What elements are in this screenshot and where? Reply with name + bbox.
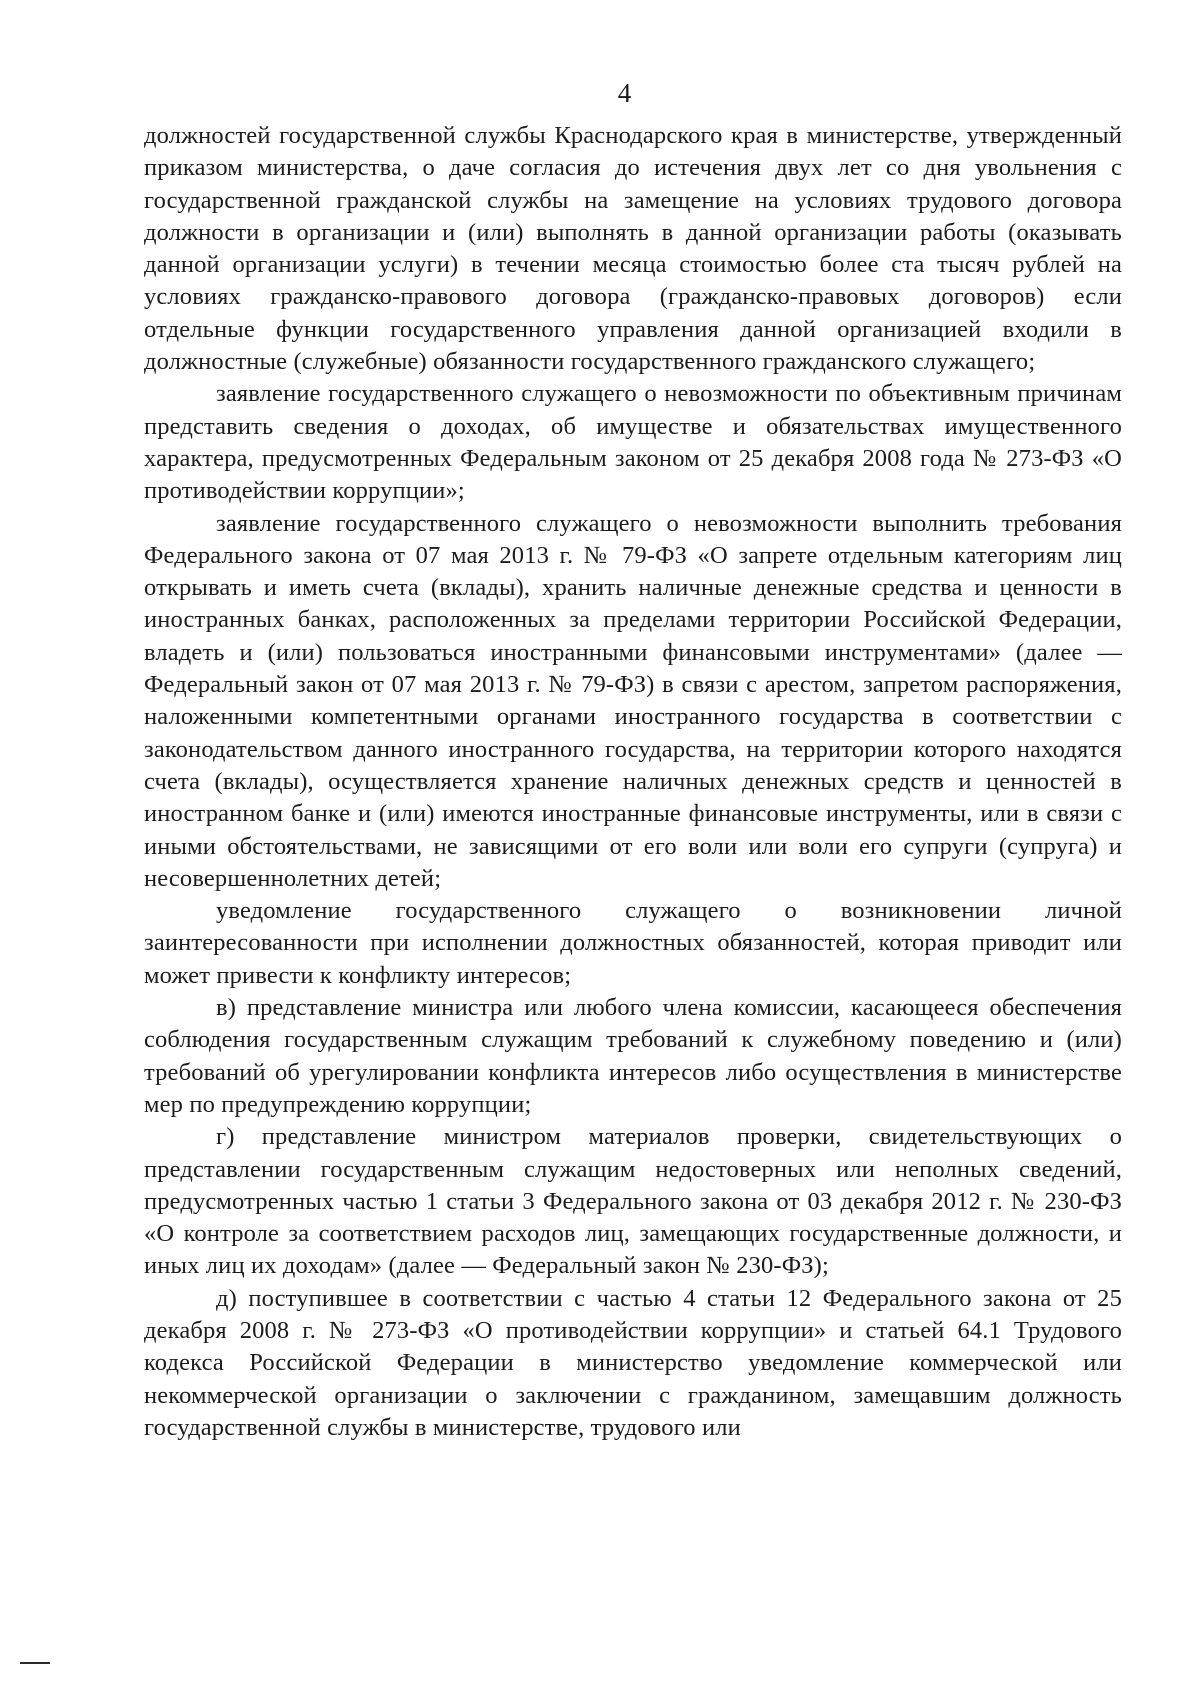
paragraph-continuation: должностей государственной службы Краснодарского края в министерстве, утвержденный приказом министерства, о даче согласия до истечения двух лет со дня увольнения с государственной гражданской службы на замещение на условиях трудового договора должности в организации и (или) выполнять в данной организации работы (оказывать данной организации услуги) в течении месяца стоимостью более ста тысяч рублей на условиях гражданско-правового договора (гражданско-правовых договоров) если отдельные функции государственного управления данной организацией входили в должностные (служебные) обязанности государственного гражданского служащего; xyxy=(144,122,1122,376)
document-body xyxy=(144,120,1122,1444)
paragraph-item-v: в) представление министра или любого члена комиссии, касающееся обеспечения соблюдения государственным служащим требований к служебному поведению и (или) требований об урегулировании конфликта интересов либо осуществления в министерстве мер по предупреждению коррупции; xyxy=(144,994,1122,1118)
paragraph-item-d: д) поступившее в соответствии с частью 4 статьи 12 Федерального закона от 25 декабря 2008 г. № 273-ФЗ «О противодействии коррупции» и статьей 64.1 Трудового кодекса Российской Федерации в министерство уведомление коммерческой или некоммерческой организации о заключении с гражданином, замещавшим должность государственной службы в министерстве, трудового или xyxy=(144,1284,1122,1441)
page-number: 4 xyxy=(617,78,632,108)
paragraph-statement-foreign-accounts: заявление государственного служащего о невозможности выполнить требования Федерального закона от 07 мая 2013 г. № 79-ФЗ «О запрете отдельным категориям лиц открывать и иметь счета (вклады), хранить наличные денежные средства и ценности в иностранных банках, расположенных за пределами территории Российской Федерации, владеть и (или) пользоваться иностранными финансовыми инструментами» (далее — Федеральный закон от 07 мая 2013 г. № 79-ФЗ) в связи с арестом, запретом распоряжения, наложенными компетентными органами иностранного государства в соответствии с законодательством данного иностранного государства, на территории которого находятся счета (вклады), осуществляется хранение наличных денежных средств и ценностей в иностранном банке и (или) имеются иностранные финансовые инструменты, или в связи с иными обстоятельствами, не зависящими от его воли или воли его супруги (супруга) и несовершеннолетних детей; xyxy=(144,509,1122,892)
paragraph-statement-reporting: заявление государственного служащего о невозможности по объективным причинам представить сведения о доходах, об имуществе и обязательствах имущественного характера, предусмотренных Федеральным законом от 25 декабря 2008 года № 273-ФЗ «О противодействии коррупции»; xyxy=(144,380,1122,505)
margin-dash-mark xyxy=(20,1662,50,1664)
paragraph-item-g: г) представление министром материалов проверки, свидетельствующих о представлении государственным служащим недостоверных или неполных сведений, предусмотренных частью 1 статьи 3 Федерального закона от 03 декабря 2012 г. № 230-ФЗ «О контроле за соответствием расходов лиц, замещающих государственные должности, и иных лиц их доходам» (далее — Федеральный закон № 230-ФЗ); xyxy=(144,1123,1122,1280)
paragraph-notice-conflict-of-interest: уведомление государственного служащего о возникновении личной заинтересованности при исполнении должностных обязанностей, которая приводит или может привести к конфликту интересов; xyxy=(144,897,1122,989)
